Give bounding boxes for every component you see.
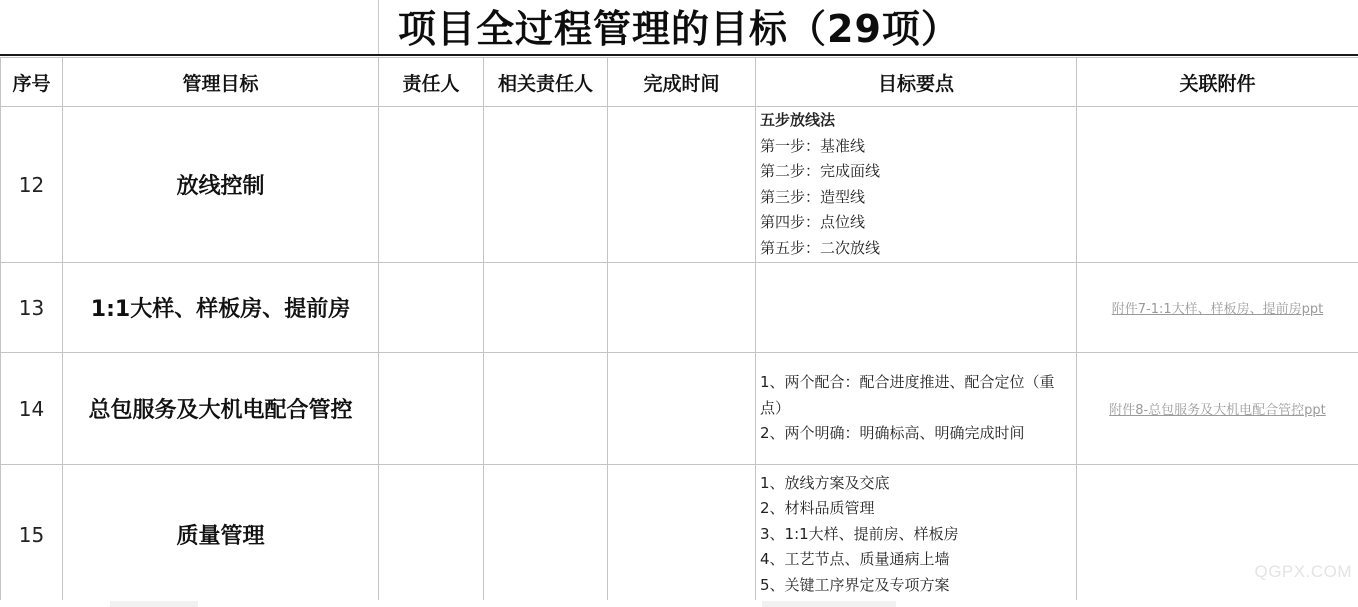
- key-point-line: 5、关键工序界定及专项方案: [760, 575, 950, 594]
- cell-key-points[interactable]: [756, 107, 1077, 263]
- attachment-link[interactable]: 附件8-总包服务及大机电配合管控ppt: [1109, 403, 1326, 418]
- bottom-edge-mark: [110, 601, 198, 607]
- cell-goal[interactable]: 放线控制: [63, 107, 379, 263]
- header-related-owner[interactable]: 相关责任人: [484, 58, 608, 107]
- cell-attachment[interactable]: [1077, 107, 1358, 263]
- cell-goal[interactable]: 1:1大样、样板房、提前房: [63, 263, 379, 353]
- key-point-line: 第二步：完成面线: [760, 162, 881, 180]
- cell-due-time[interactable]: [608, 353, 756, 465]
- cell-related-owner[interactable]: [484, 353, 608, 465]
- table-row: [1, 263, 1358, 353]
- header-key-points[interactable]: 目标要点: [756, 58, 1077, 107]
- cell-seq[interactable]: 12: [1, 107, 63, 263]
- bottom-edge: [0, 600, 1358, 607]
- key-point-line: 第一步：基准线: [760, 136, 866, 155]
- cell-due-time[interactable]: [608, 465, 756, 605]
- cell-related-owner[interactable]: [484, 263, 608, 353]
- cell-key-points[interactable]: [756, 263, 1077, 353]
- cell-owner[interactable]: [379, 107, 484, 263]
- header-row: [1, 58, 1358, 107]
- cell-owner[interactable]: [379, 353, 484, 465]
- key-point-line: 3、1:1大样、提前房、样板房: [760, 524, 959, 543]
- attachment-link[interactable]: 附件7-1:1大样、样板房、提前房ppt: [1111, 302, 1324, 317]
- table-row: [1, 465, 1358, 605]
- key-point-line: 2、两个明确：明确标高、明确完成时间: [760, 424, 1025, 443]
- key-point-line: 4、工艺节点、质量通病上墙: [760, 550, 950, 569]
- title-divider: [0, 54, 1358, 56]
- bottom-edge-mark: [762, 601, 896, 607]
- cell-attachment[interactable]: [1077, 465, 1358, 605]
- key-point-line: 1、两个配合：配合进度推进、配合定位（重点）: [760, 373, 1055, 417]
- cell-due-time[interactable]: [608, 263, 756, 353]
- cell-goal[interactable]: 总包服务及大机电配合管控: [63, 353, 379, 465]
- header-seq[interactable]: 序号: [1, 58, 63, 107]
- cell-attachment[interactable]: [1077, 353, 1358, 465]
- key-point-line: 1、放线方案及交底: [760, 473, 890, 492]
- title-band: [0, 0, 1358, 56]
- cell-attachment[interactable]: [1077, 263, 1358, 353]
- header-attachment[interactable]: 关联附件: [1077, 58, 1358, 107]
- key-point-line: 2、材料品质管理: [760, 499, 875, 518]
- cell-key-points[interactable]: [756, 353, 1077, 465]
- key-points-title: 五步放线法: [760, 111, 836, 129]
- cell-owner[interactable]: [379, 465, 484, 605]
- key-point-line: 第四步：点位线: [760, 213, 866, 231]
- watermark: QGPX.COM: [1254, 562, 1352, 581]
- cell-seq[interactable]: 13: [1, 263, 63, 353]
- cell-seq[interactable]: 14: [1, 353, 63, 465]
- cell-seq[interactable]: 15: [1, 465, 63, 605]
- cell-related-owner[interactable]: [484, 465, 608, 605]
- header-owner[interactable]: 责任人: [379, 58, 484, 107]
- cell-related-owner[interactable]: [484, 107, 608, 263]
- table-row: [1, 107, 1358, 263]
- header-due-time[interactable]: 完成时间: [608, 58, 756, 107]
- key-point-line: 第三步：造型线: [760, 187, 866, 206]
- cell-due-time[interactable]: [608, 107, 756, 263]
- title-left-blank-cell: [0, 0, 379, 56]
- cell-owner[interactable]: [379, 263, 484, 353]
- table-row: [1, 353, 1358, 465]
- cell-goal[interactable]: 质量管理: [63, 465, 379, 605]
- goals-table: [0, 57, 1358, 605]
- page-title: 项目全过程管理的目标（29项）: [398, 7, 960, 51]
- key-point-line: 第五步：二次放线: [760, 238, 881, 257]
- cell-key-points[interactable]: [756, 465, 1077, 605]
- header-goal[interactable]: 管理目标: [63, 58, 379, 107]
